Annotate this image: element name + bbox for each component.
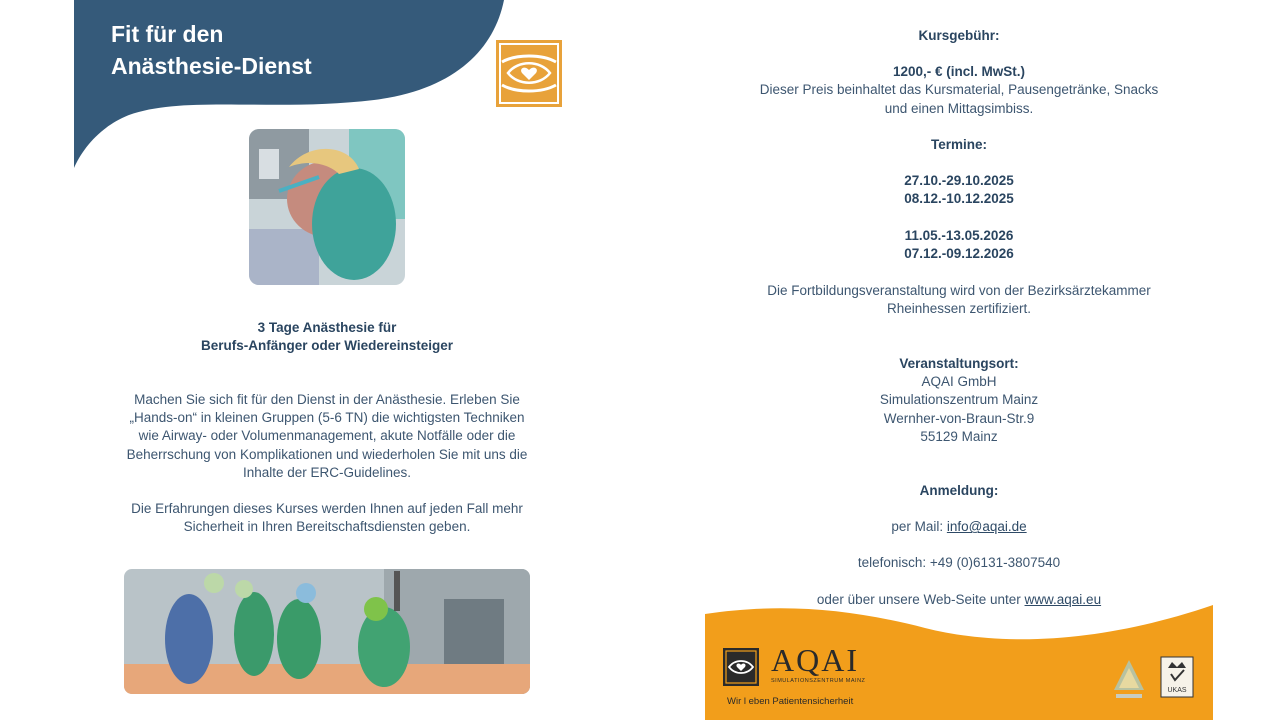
brand-name: AQAI [771,642,859,678]
description-line: Machen Sie sich fit für den Dienst in der Anästhesie. Erleben Sie [134,392,520,407]
date-item: 08.12.-10.12.2025 [904,191,1014,207]
course-description [104,391,550,482]
fee-section [705,27,1213,118]
email-link[interactable]: info@aqai.de [946,519,1027,535]
fee-heading: Kursgebühr: [918,28,1000,43]
description-line: „Hands-on“ in kleinen Gruppen (5-6 TN) die wichtigsten Techniken [129,410,525,426]
venue-line: 55129 Mainz [920,428,998,444]
venue-line: Wernher-von-Braun-Str.9 [883,410,1035,426]
description-line: Inhalte der ERC-Guidelines. [242,464,412,480]
venue-heading: Veranstaltungsort: [899,356,1019,371]
website-link[interactable]: www.aqai.eu [1024,591,1102,607]
title-line1: Fit für den [111,21,224,47]
description-line: Beherrschung von Komplikationen und wiederholen Sie mit uns die [126,446,528,462]
page-title [111,18,312,82]
heart-eye-logo-icon [496,40,562,107]
brand-tagline: Wir l eben Patientensicherheit [727,696,854,707]
registration-heading: Anmeldung: [919,483,999,498]
subtitle-line1: 3 Tage Anästhesie für [257,320,397,335]
web-prefix: oder über unsere Web-Seite unter [816,591,1025,607]
registration-section [705,482,1213,609]
cert-text: Die Fortbildungsveranstaltung wird von der Bezirksärztekammer [767,283,1151,298]
course-benefit [104,500,550,536]
venue-section [705,355,1213,446]
anesthesia-mannequin-photo [249,129,405,285]
venue-line: AQAI GmbH [921,374,997,390]
certification-note [705,282,1213,318]
mail-line [705,518,1213,536]
description-line: wie Airway- oder Volumenmanagement, akute Notfälle oder die [138,428,516,444]
benefit-line: Die Erfahrungen dieses Kurses werden Ihnen auf jeden Fall mehr [131,501,523,516]
fee-text: Dieser Preis beinhaltet das Kursmaterial, Pausengetränke, Snacks [759,82,1159,98]
heart-eye-logo-icon [723,648,759,686]
title-line2: Anästhesie-Dienst [111,53,312,79]
brand-subtitle: SIMULATIONSZENTRUM MAINZ [771,678,866,684]
fee-text: und einen Mittagsimbiss. [884,100,1034,116]
dates-section [705,136,1213,263]
date-item: 27.10.-29.10.2025 [904,173,1014,189]
left-page [74,0,580,720]
simulation-team-photo [124,569,530,694]
date-item: 11.05.-13.05.2026 [904,227,1014,243]
right-page [705,0,1213,720]
venue-line: Simulationszentrum Mainz [879,392,1039,408]
mail-prefix: per Mail: [891,519,947,535]
triangle-certification-icon [1112,656,1146,704]
fee-price: 1200,- € (incl. MwSt.) [892,64,1026,80]
date-item: 07.12.-09.12.2026 [904,245,1014,261]
subtitle-line2: Berufs-Anfänger oder Wiedereinsteiger [201,338,453,354]
ukas-label: UKAS [1167,687,1187,694]
benefit-line: Sicherheit in Ihren Bereitschaftsdiensten geben. [183,519,471,535]
cert-text: Rheinhessen zertifiziert. [886,301,1032,317]
phone-line: telefonisch: +49 (0)6131-3807540 [857,555,1061,571]
ukas-crown-icon [1160,656,1194,704]
course-subtitle [74,319,580,355]
dates-heading: Termine: [930,137,987,152]
